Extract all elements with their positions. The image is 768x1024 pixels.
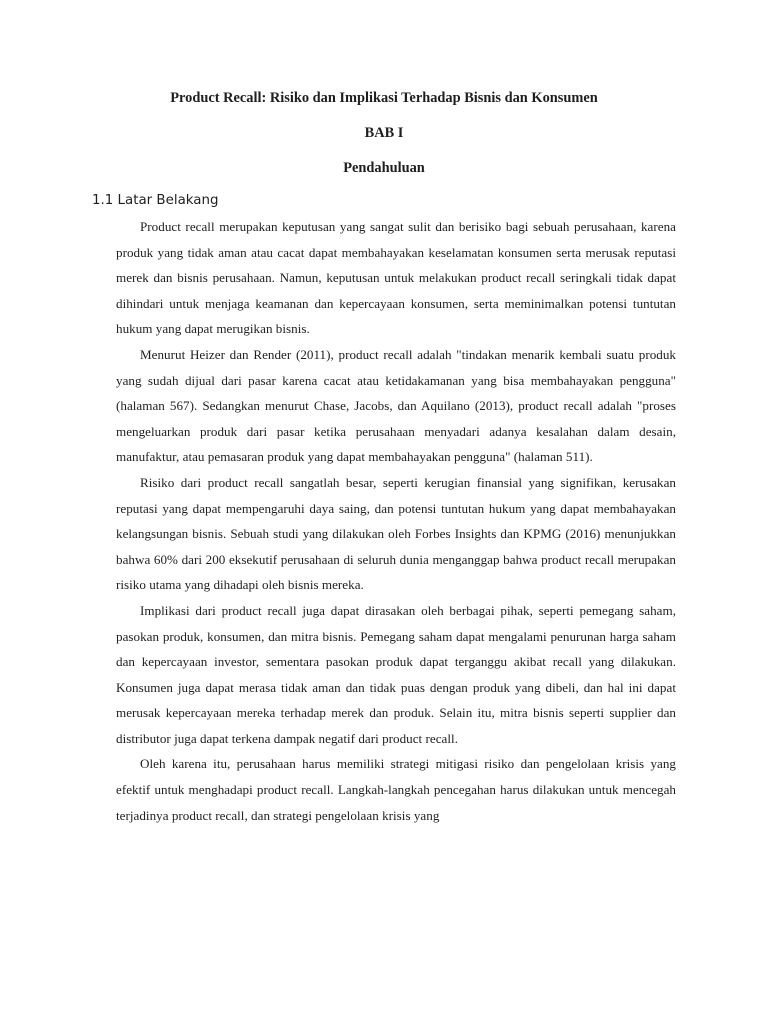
paragraph: Menurut Heizer dan Render (2011), product recall adalah "tindakan menarik kembali suatu produk yang sudah dijual dari pasar karena cacat atau ketidakamanan yang bisa membahayakan pengguna" (halaman 567). Sedangkan menurut Chase, Jacobs, dan Aquilano (2013), product recall adalah "proses mengeluarkan produk dari pasar ketika perusahaan menyadari adanya kesalahan dalam desain, manufaktur, atau pemasaran produk yang dapat membahayakan pengguna" (halaman 511). bbox=[116, 346, 676, 465]
section-heading: 1.1 Latar Belakang bbox=[92, 193, 219, 208]
paragraph: Product recall merupakan keputusan yang sangat sulit dan berisiko bagi sebuah perusahaan, karena produk yang tidak aman atau cacat dapat membahayakan keselamatan konsumen serta merusak reputasi merek dan bisnis perusahaan. Namun, keputusan untuk melakukan product recall seringkali tidak dapat dihindari untuk menjaga keamanan dan kepercayaan konsumen, serta meminimalkan potensi tuntutan hukum yang dapat merugikan bisnis. bbox=[116, 219, 676, 337]
chapter-label: BAB I bbox=[364, 125, 404, 141]
chapter-subtitle: Pendahuluan bbox=[343, 160, 425, 176]
paragraph: Oleh karena itu, perusahaan harus memiliki strategi mitigasi risiko dan pengelolaan krisis yang efektif untuk menghadapi product recall. Langkah-langkah pencegahan harus dilakukan untuk mencegah terjadinya product recall, dan strategi pengelolaan krisis yang bbox=[116, 756, 676, 823]
paragraph: Implikasi dari product recall juga dapat dirasakan oleh berbagai pihak, seperti pemegang saham, pasokan produk, konsumen, dan mitra bisnis. Pemegang saham dapat mengalami penurunan harga saham dan kepercayaan investor, sementara pasokan produk dapat terganggu akibat recall yang dilakukan. Konsumen juga dapat merasa tidak aman dan tidak puas dengan produk yang dibeli, dan hal ini dapat merusak kepercayaan mereka terhadap merek dan produk. Selain itu, mitra bisnis seperti supplier dan distributor juga dapat terkena dampak negatif dari product recall. bbox=[116, 602, 676, 746]
paragraph: Risiko dari product recall sangatlah besar, seperti kerugian finansial yang signifikan, kerusakan reputasi yang dapat mempengaruhi daya saing, dan potensi tuntutan hukum yang dapat membahayakan kelangsungan bisnis. Sebuah studi yang dilakukan oleh Forbes Insights dan KPMG (2016) menunjukkan bahwa 60% dari 200 eksekutif perusahaan di seluruh dunia menganggap bahwa product recall merupakan risiko utama yang dihadapi oleh bisnis mereka. bbox=[116, 474, 676, 593]
document-title: Product Recall: Risiko dan Implikasi Terhadap Bisnis dan Konsumen bbox=[170, 90, 598, 106]
body-text bbox=[116, 214, 676, 828]
